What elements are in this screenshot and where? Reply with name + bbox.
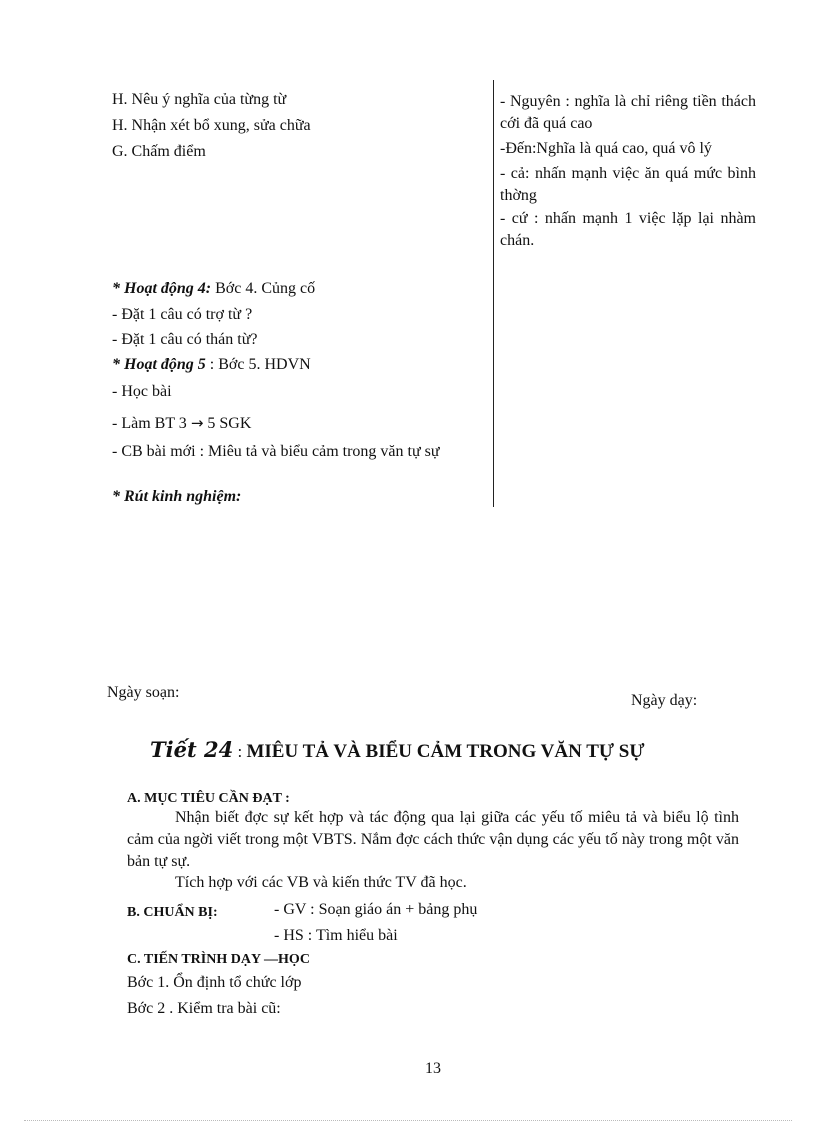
section-b-heading: B. CHUẨN BỊ: [127,905,218,920]
left-line-3: G. Chấm điểm [112,143,206,160]
question-2: - Đặt 1 câu có thán từ? [112,331,258,348]
activity-5-text: : Bớc 5. HDVN [205,356,311,373]
lesson-number: Tiết 24 [150,737,234,762]
left-line-2: H. Nhận xét bổ xung, sửa chữa [112,117,311,134]
lesson-title [150,737,644,763]
prep-student: - HS : Tìm hiểu bài [274,927,398,944]
ngay-day: Ngày dạy: [631,692,698,709]
homework-2 [112,414,251,433]
section-a-paragraph-2: Tích hợp với các VB và kiến thức TV đã học. [175,874,467,891]
ngay-soan: Ngày soạn: [107,684,180,701]
activity-5-label: * Hoạt động 5 [112,356,206,373]
lesson-colon: : [233,742,247,761]
left-line-1: H. Nêu ý nghĩa của từng từ [112,91,287,108]
page-number: 13 [425,1060,441,1077]
section-a-heading: A. MỤC TIÊU CẦN ĐẠT : [127,791,290,806]
activity-5 [112,356,311,374]
page-bottom-rule [24,1120,792,1121]
column-divider [493,80,494,507]
section-c-heading: C. TIẾN TRÌNH DẠY —HỌC [127,952,310,967]
right-item-1: - Nguyên : nghĩa là chỉ riêng tiền thách cới đã quá cao [500,93,756,132]
rut-kinh-nghiem: * Rút kinh nghiệm: [112,488,242,505]
homework-2-text-a: - Làm BT 3 [112,415,191,432]
homework-3: - CB bài mới : Miêu tả và biểu cảm trong văn tự sự [112,443,440,460]
homework-1: - Học bài [112,383,172,400]
section-a-paragraph-1: Nhận biết đợc sự kết hợp và tác động qua lại giữa các yếu tố miêu tả và biểu lộ tình cảm của ngời viết trong một VBTS. Nắm đợc cách thức vận dụng các yếu tố này trong một văn bản tự sự. [127,809,739,870]
right-item-4: - cứ : nhấn mạnh 1 việc lặp lại nhàm chán. [500,210,756,249]
right-item-2: -Đến:Nghĩa là quá cao, quá vô lý [500,140,712,157]
step-2: Bớc 2 . Kiểm tra bài cũ: [127,1000,281,1017]
right-arrow-icon: → [190,414,204,432]
lesson-heading: MIÊU TẢ VÀ BIỂU CẢM TRONG VĂN TỰ SỰ [246,741,645,762]
activity-4-label: * Hoạt động 4: [112,280,212,297]
question-1: - Đặt 1 câu có trợ từ ? [112,306,253,323]
activity-4 [112,280,315,298]
right-item-3: - cả: nhấn mạnh việc ăn quá mức bình thờng [500,165,756,204]
step-1: Bớc 1. Ổn định tổ chức lớp [127,974,302,991]
homework-2-text-b: 5 SGK [203,415,252,432]
activity-4-text: Bớc 4. Củng cố [211,280,316,297]
prep-teacher: - GV : Soạn giáo án + bảng phụ [274,901,478,918]
